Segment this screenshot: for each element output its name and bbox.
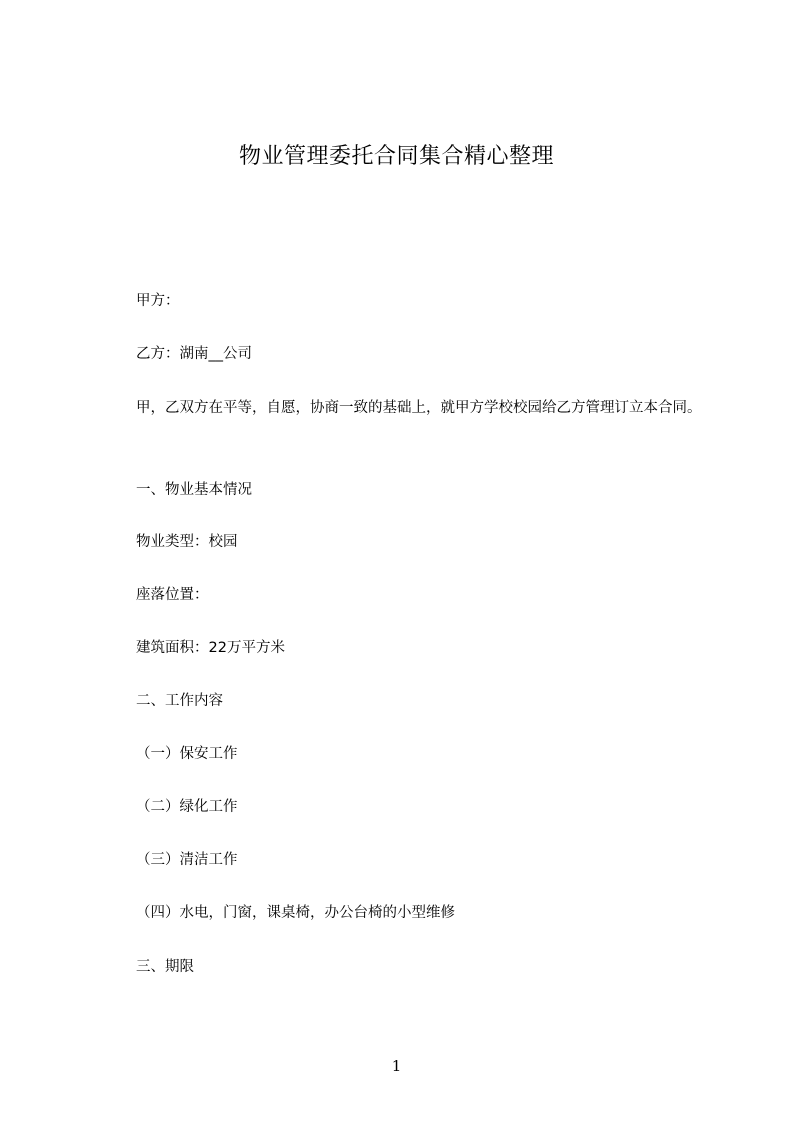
work-item-maintenance: （四）水电，门窗，课桌椅，办公台椅的小型维修 xyxy=(136,905,455,921)
floor-area-line: 建筑面积：22万平方米 xyxy=(136,640,285,656)
location-line: 座落位置： xyxy=(136,587,209,603)
property-type-line: 物业类型：校园 xyxy=(136,534,238,550)
work-item-cleaning: （三）清洁工作 xyxy=(136,852,238,868)
work-item-security: （一）保安工作 xyxy=(136,746,238,762)
party-b-line: 乙方：湖南__公司 xyxy=(136,346,252,362)
page-number: 1 xyxy=(391,1057,402,1075)
section-2-heading: 二、工作内容 xyxy=(136,693,223,709)
party-a-line: 甲方： xyxy=(136,293,180,309)
preamble-paragraph: 甲，乙双方在平等，自愿，协商一致的基础上，就甲方学校校园给乙方管理订立本合同。 xyxy=(136,400,702,416)
document-title: 物业管理委托合同集合精心整理 xyxy=(238,144,554,169)
work-item-greening: （二）绿化工作 xyxy=(136,799,238,815)
section-3-heading: 三、期限 xyxy=(136,959,194,975)
section-1-heading: 一、物业基本情况 xyxy=(136,482,252,498)
